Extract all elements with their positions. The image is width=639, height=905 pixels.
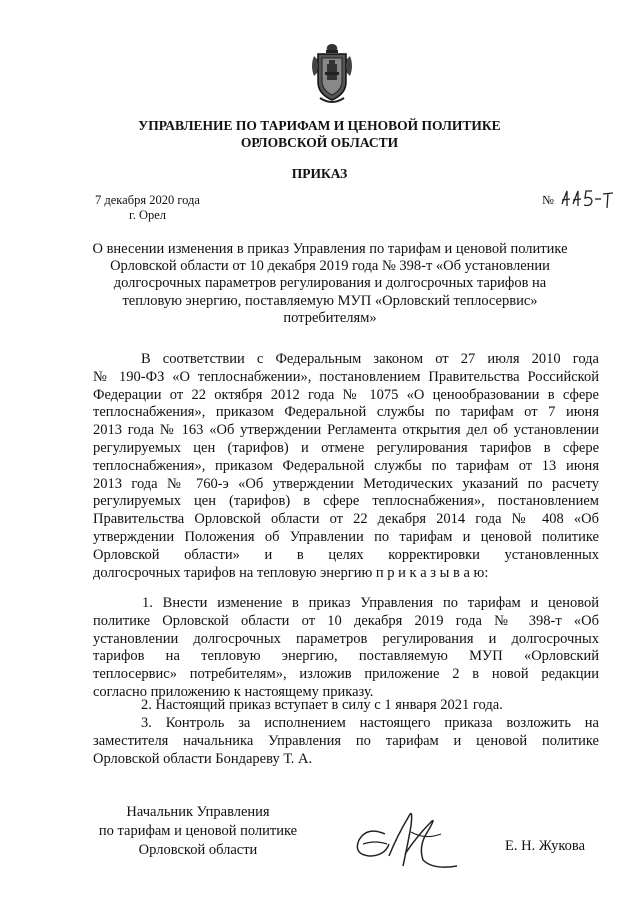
document-city: г. Орел — [129, 208, 167, 222]
preamble-line: 2013 года № 760-э «Об утверждении Методических указаний по расчету — [93, 475, 599, 492]
preamble-line: утверждении Положения об Управлении по тарифам и ценовой политике — [93, 528, 599, 545]
preamble-line: долгосрочных тарифов на тепловую энергию п р и к а з ы в а ю: — [93, 564, 489, 581]
subject-line: потребителям» — [283, 309, 377, 326]
signatory-title-line: Орловской области — [138, 842, 258, 858]
preamble-line: теплоснабжения», приказом Федеральной службы по тарифам от 13 июня — [93, 457, 599, 474]
order-item-2 — [93, 697, 599, 715]
item1-line: теплосервис» потребителям», изложив приложение 2 в новой редакции — [93, 666, 599, 683]
order-item-3 — [93, 715, 599, 768]
subject-line: долгосрочных параметров регулирования и долгосрочных тарифов на — [113, 275, 547, 292]
preamble-line: Орловской области» и в целях корректировки установленных — [93, 546, 599, 563]
signature-icon — [345, 796, 475, 882]
signatory-title — [92, 803, 304, 860]
preamble-line: регулируемых цен (тарифов) и отмене регулирования тарифов в сфере — [93, 439, 599, 456]
item3-line: заместителя начальника Управления по тарифам и ценовой политике — [93, 732, 599, 749]
order-item-1 — [93, 595, 599, 702]
signatory-name: Е. Н. Жукова — [505, 838, 586, 854]
preamble-line: 2013 года № 163 «Об утверждении Регламента открытия дел об установлении — [93, 422, 599, 439]
document-number-label: № — [542, 193, 554, 207]
document-subject — [60, 241, 600, 327]
preamble-line: В соответствии с Федеральным законом от 27 июля 2010 года — [141, 351, 599, 367]
item1-line: 1. Внести изменение в приказ Управления по тарифам и ценовой — [142, 595, 599, 611]
subject-line: О внесении изменения в приказ Управления по тарифам и ценовой политике — [92, 241, 568, 257]
document-type: ПРИКАЗ — [291, 166, 348, 181]
preamble-line: Правительства Орловской области от 22 декабря 2014 года № 408 «Об — [93, 511, 599, 528]
org-title-line2: ОРЛОВСКОЙ ОБЛАСТИ — [240, 135, 399, 150]
handwritten-number-icon — [560, 186, 616, 212]
item1-line: тарифов на тепловую энергию, поставляемую МУП «Орловский — [93, 648, 599, 665]
preamble-line: теплоснабжения», приказом Федеральной службы по тарифам от 7 июня — [93, 404, 599, 421]
signatory-title-line: по тарифам и ценовой политике — [98, 823, 298, 839]
item1-line: согласно приложению к настоящему приказу. — [93, 683, 374, 700]
document-date: 7 декабря 2020 года — [95, 193, 200, 207]
coat-of-arms-icon — [308, 42, 356, 106]
item1-line: политике Орловской области от 10 декабря 2019 года № 398-т «Об — [93, 612, 599, 629]
preamble-line: регулируемых цен (тарифов) в сфере теплоснабжения», постановлением — [93, 493, 599, 510]
item1-line: установлении долгосрочных параметров регулирования и долгосрочных — [93, 630, 599, 647]
preamble-line: Федерации от 22 октября 2012 года № 1075 «О ценообразовании в сфере — [93, 386, 599, 403]
subject-line: тепловую энергию, поставляемую МУП «Орловский теплосервис» — [122, 292, 538, 309]
item3-line: 3. Контроль за исполнением настоящего приказа возложить на — [141, 715, 599, 731]
item2-line: 2. Настоящий приказ вступает в силу с 1 января 2021 года. — [141, 697, 503, 713]
preamble-line: № 190-ФЗ «О теплоснабжении», постановлением Правительства Российской — [93, 368, 599, 385]
preamble-paragraph — [93, 351, 599, 582]
org-title-line1: УПРАВЛЕНИЕ ПО ТАРИФАМ И ЦЕНОВОЙ ПОЛИТИКЕ — [138, 118, 501, 133]
signatory-title-line: Начальник Управления — [126, 804, 270, 820]
item3-line: Орловской области Бондареву Т. А. — [93, 750, 313, 767]
subject-line: Орловской области от 10 декабря 2019 года № 398-т «Об установлении — [110, 258, 550, 275]
